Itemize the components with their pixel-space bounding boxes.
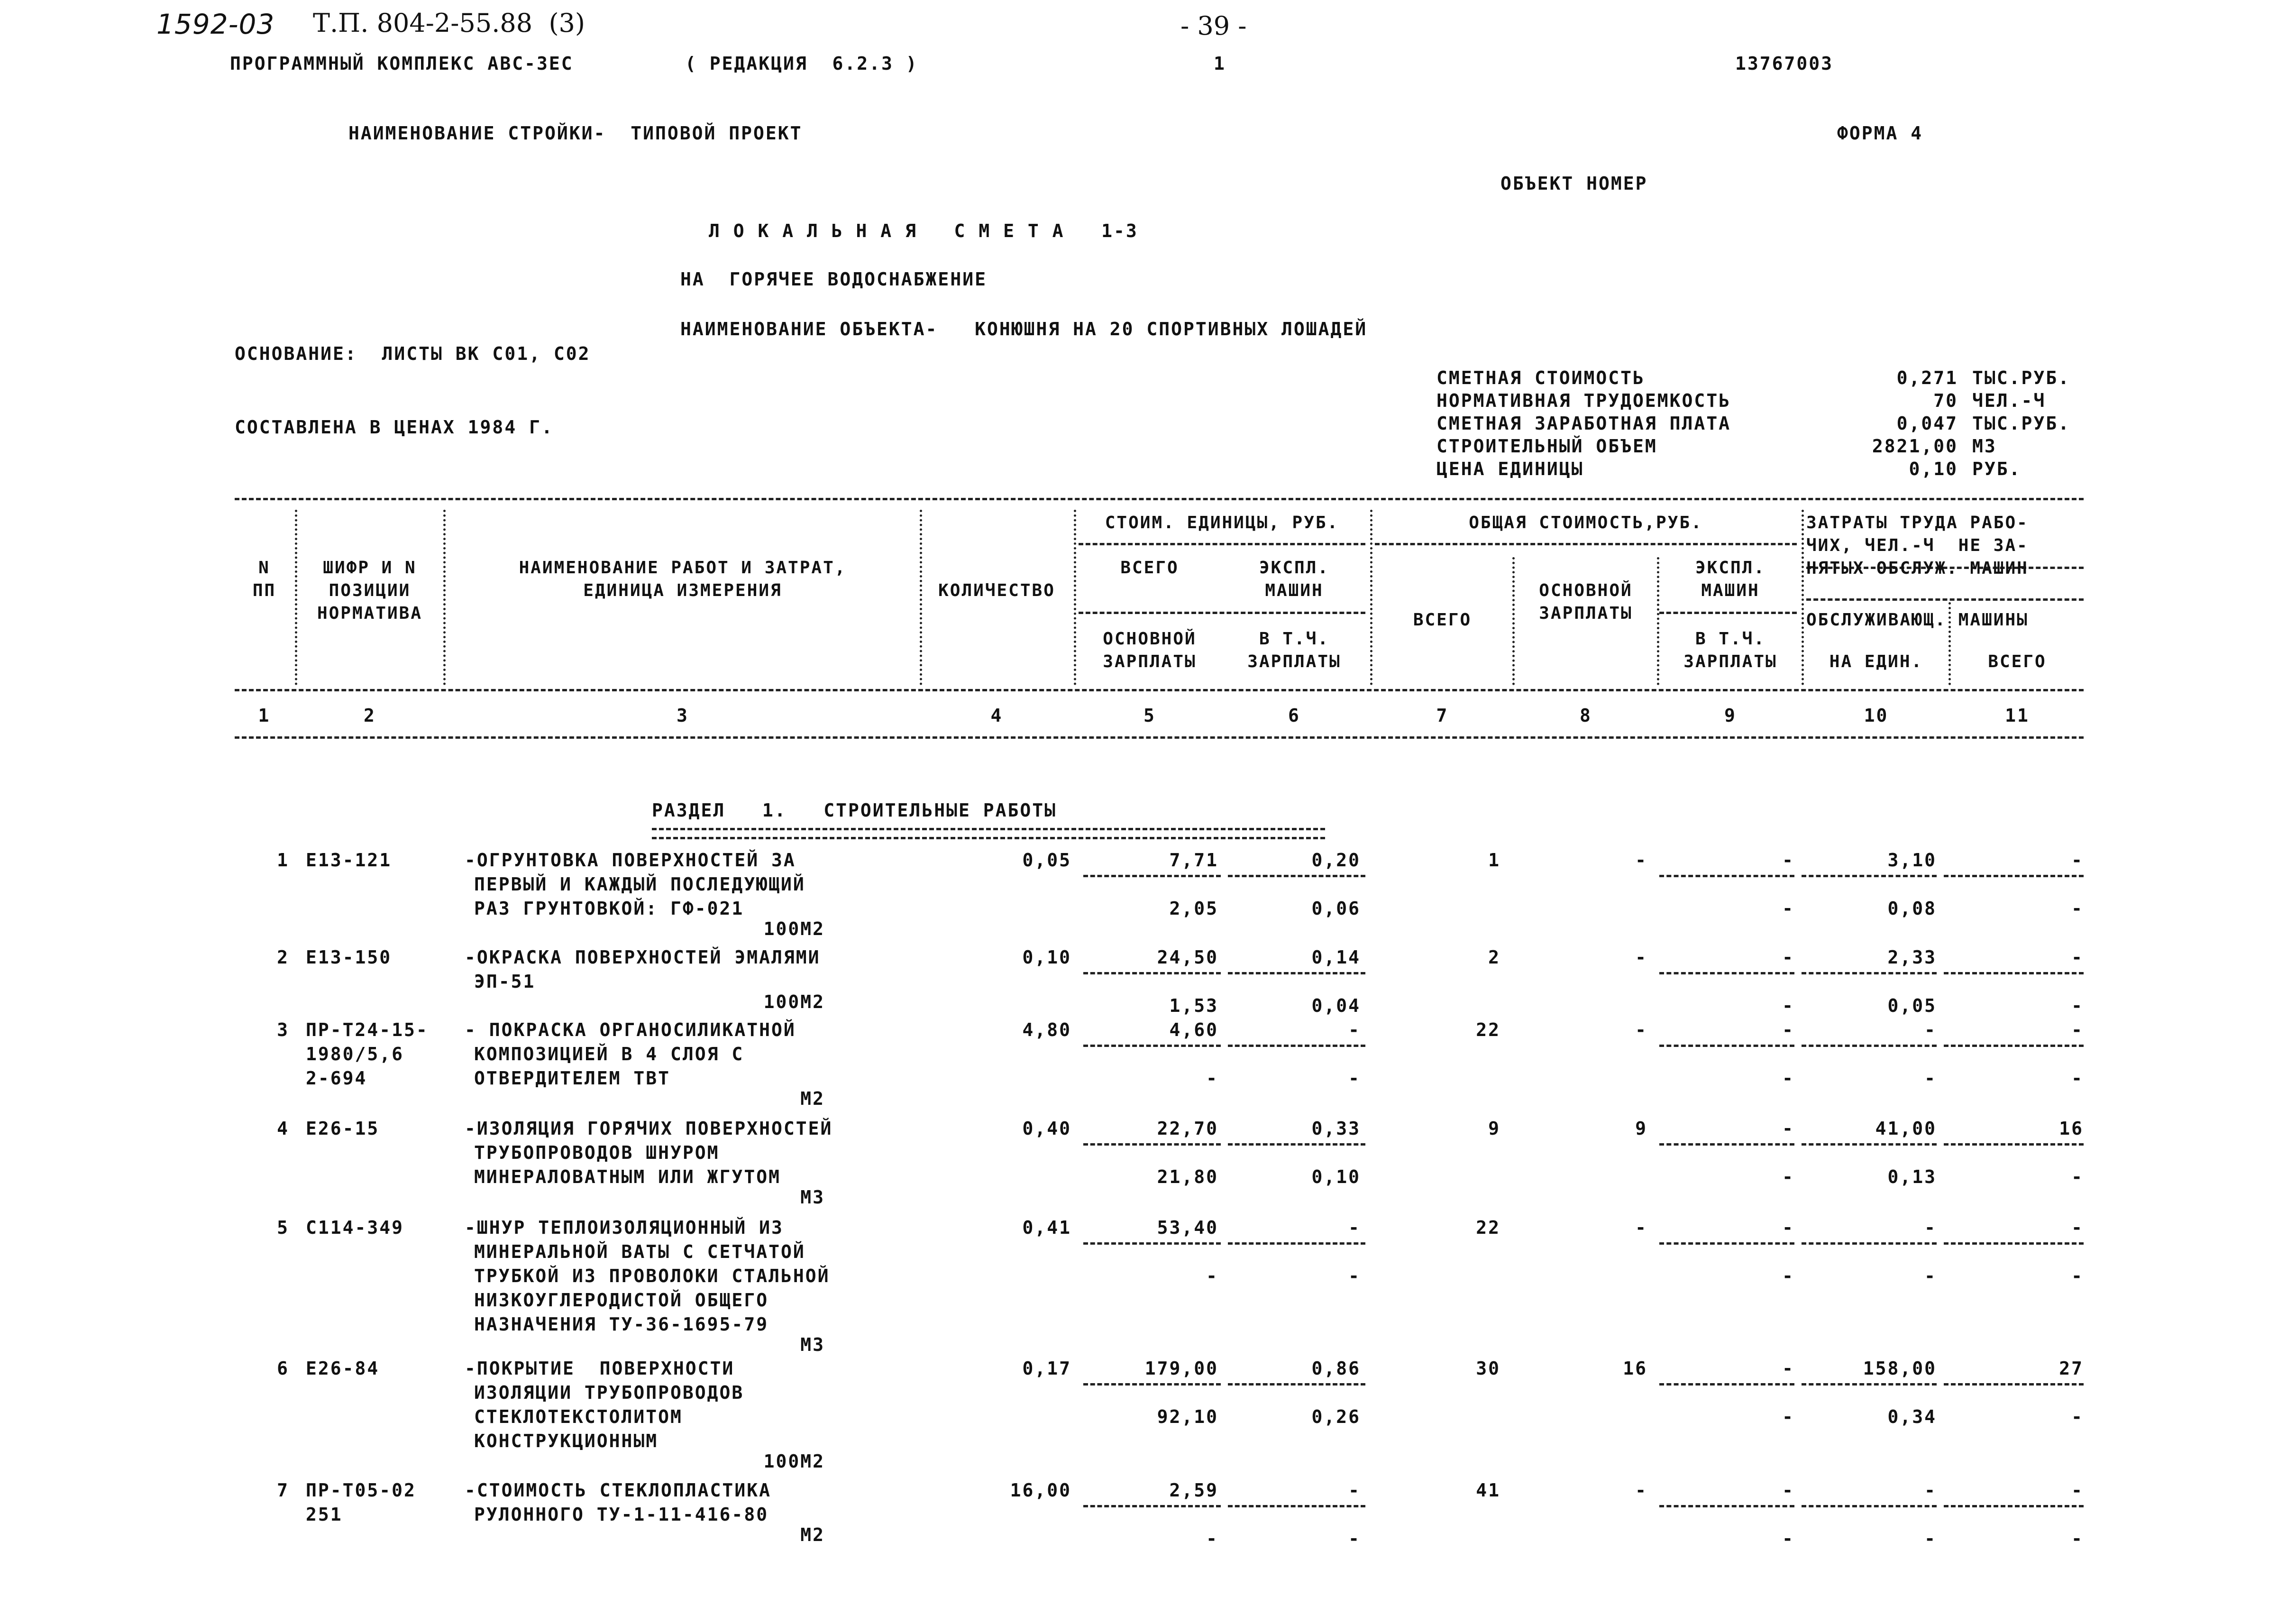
cell-divider (1228, 875, 1365, 877)
row-number: 2 (277, 947, 289, 968)
column-number: 4 (990, 705, 1003, 726)
row-value-bottom: 0,04 (1311, 995, 1361, 1016)
cell-divider (1083, 1045, 1221, 1047)
row-value-top: - (2071, 1480, 2084, 1501)
cell-divider (1083, 1242, 1221, 1245)
column-number: 8 (1580, 705, 1592, 726)
cell-divider (1228, 1505, 1365, 1507)
cell-divider (1802, 1045, 1937, 1047)
total-cost-label: ОБЩАЯ СТОИМОСТЬ,РУБ. (1469, 513, 1703, 532)
row-value-bottom: 0,10 (1311, 1166, 1361, 1187)
row-value-top: - (1348, 1217, 1361, 1238)
column-number-rule (235, 736, 2084, 739)
document-subtitle: НА ГОРЯЧЕЕ ВОДОСНАБЖЕНИЕ (680, 269, 987, 290)
col9-top-label: МАШИН (1701, 581, 1760, 600)
row-value-top: - (2071, 1019, 2084, 1040)
row-value-top: - (1348, 1480, 1361, 1501)
row-value-bottom: - (1348, 1528, 1361, 1549)
summary-value: 0,271 (1896, 367, 1958, 388)
row-value-top: - (1924, 1480, 1937, 1501)
cell-divider (1944, 1242, 2084, 1245)
column-number: 1 (258, 705, 271, 726)
cell-divider (1228, 1045, 1365, 1047)
form-label: ФОРМА 4 (1837, 123, 1923, 144)
row-value-top: - (2071, 850, 2084, 871)
page-number: - 39 - (1180, 11, 1247, 41)
row-value-top: 16 (1623, 1358, 1647, 1379)
row-value-bottom: 21,80 (1157, 1166, 1218, 1187)
row-value-top: - (1782, 1217, 1794, 1238)
price-basis: СОСТАВЛЕНА В ЦЕНАХ 1984 Г. (235, 417, 554, 438)
col-code-label: НОРМАТИВА (317, 604, 423, 623)
cell-divider (1802, 875, 1937, 877)
row-value-bottom: - (1206, 1528, 1218, 1549)
row-unit: 100М2 (763, 1451, 825, 1472)
row-number: 5 (277, 1217, 289, 1238)
row-value-top: - (1782, 1480, 1794, 1501)
edition: ( РЕДАКЦИЯ 6.2.3 ) (685, 53, 918, 74)
row-code: Е13-121 (306, 850, 392, 871)
row-value-bottom: - (2071, 1266, 2084, 1286)
row-quantity: 4,80 (1022, 1019, 1071, 1040)
row-name-line: -СТОИМОСТЬ СТЕКЛОПЛАСТИКА (465, 1480, 771, 1501)
summary-unit: ЧЕЛ.-Ч (1972, 390, 2046, 411)
row-name-line: НИЗКОУГЛЕРОДИСТОЙ ОБЩЕГО (474, 1290, 769, 1311)
cell-divider (1944, 1505, 2084, 1507)
row-value-bottom: - (1348, 1068, 1361, 1089)
row-value-top: - (1635, 1480, 1647, 1501)
row-value-top: - (1348, 1019, 1361, 1040)
row-quantity: 0,17 (1022, 1358, 1071, 1379)
row-value-top: 41,00 (1875, 1118, 1937, 1139)
summary-label: ЦЕНА ЕДИНИЦЫ (1436, 459, 1584, 479)
col-code-label: ШИФР И N (323, 558, 417, 578)
row-name-line: -ШНУР ТЕПЛОИЗОЛЯЦИОННЫЙ ИЗ (465, 1217, 784, 1238)
row-value-bottom: - (1782, 1406, 1794, 1427)
row-code: 1980/5,6 (306, 1044, 404, 1064)
row-name-line: ЭП-51 (474, 971, 536, 992)
row-value-top: 30 (1476, 1358, 1500, 1379)
row-name-line: ПЕРВЫЙ И КАЖДЫЙ ПОСЛЕДУЮЩИЙ (474, 874, 805, 895)
header-bottom-rule (235, 689, 2084, 691)
cell-divider (1659, 1143, 1794, 1146)
row-value-top: 2,59 (1169, 1480, 1218, 1501)
row-value-bottom: - (1924, 1528, 1937, 1549)
header-rule (1079, 612, 1365, 614)
row-code: 2-694 (306, 1068, 367, 1089)
row-name-line: ТРУБКОЙ ИЗ ПРОВОЛОКИ СТАЛЬНОЙ (474, 1266, 830, 1286)
column-number: 7 (1436, 705, 1449, 726)
cell-divider (1083, 972, 1221, 974)
cell-divider (1228, 1242, 1365, 1245)
unit-cost-label: СТОИМ. ЕДИНИЦЫ, РУБ. (1105, 513, 1339, 532)
row-value-bottom: - (1206, 1068, 1218, 1089)
cell-divider (1802, 1143, 1937, 1146)
row-value-top: 24,50 (1157, 947, 1218, 968)
row-value-top: 27 (2059, 1358, 2084, 1379)
col9-top-label: ЭКСПЛ. (1695, 558, 1766, 578)
row-value-bottom: - (2071, 898, 2084, 919)
row-name-line: ИЗОЛЯЦИИ ТРУБОПРОВОДОВ (474, 1382, 744, 1403)
cell-divider (1944, 1045, 2084, 1047)
col-n-label: N (258, 558, 270, 578)
section-underline (652, 828, 1325, 839)
row-value-bottom: - (1782, 898, 1794, 919)
col5-bottom-label: ЗАРПЛАТЫ (1103, 652, 1197, 671)
row-quantity: 0,05 (1022, 850, 1071, 871)
row-value-bottom: - (1782, 1266, 1794, 1286)
labor-label: ЗАТРАТЫ ТРУДА РАБО- (1806, 513, 2029, 532)
document-title: Л О К А Л Ь Н А Я С М Е Т А 1-3 (709, 220, 1138, 241)
row-quantity: 0,10 (1022, 947, 1071, 968)
cell-divider (1083, 875, 1221, 877)
col5-bottom-label: ОСНОВНОЙ (1103, 629, 1197, 649)
row-value-bottom: 0,26 (1311, 1406, 1361, 1427)
row-unit: М3 (800, 1187, 825, 1208)
row-name-line: -ИЗОЛЯЦИЯ ГОРЯЧИХ ПОВЕРХНОСТЕЙ (465, 1118, 833, 1139)
row-value-top: 22,70 (1157, 1118, 1218, 1139)
col6-top-label: МАШИН (1265, 581, 1324, 600)
cell-divider (1083, 1383, 1221, 1385)
row-value-bottom: - (2071, 1166, 2084, 1187)
column-divider (295, 510, 297, 685)
cell-divider (1944, 1143, 2084, 1146)
labor-label: ЧИХ, ЧЕЛ.-Ч НЕ ЗА- (1806, 536, 2029, 555)
construction-name: НАИМЕНОВАНИЕ СТРОЙКИ- ТИПОВОЙ ПРОЕКТ (348, 123, 803, 144)
column-number: 3 (677, 705, 689, 726)
col-code-label: ПОЗИЦИИ (329, 581, 411, 600)
row-value-top: 53,40 (1157, 1217, 1218, 1238)
row-unit: М2 (800, 1524, 825, 1545)
row-value-bottom: 92,10 (1157, 1406, 1218, 1427)
header-rule (1375, 543, 1797, 545)
cell-divider (1083, 1143, 1221, 1146)
row-value-top: 158,00 (1863, 1358, 1937, 1379)
column-divider (1370, 510, 1372, 685)
labor-sub-label: ОБСЛУЖИВАЮЩ. МАШИНЫ (1806, 610, 2029, 630)
row-value-bottom: 2,05 (1169, 898, 1218, 919)
row-name-line: ТРУБОПРОВОДОВ ШНУРОМ (474, 1142, 720, 1163)
column-divider (1074, 510, 1076, 685)
row-value-top: - (1782, 850, 1794, 871)
summary-unit: М3 (1972, 436, 1997, 457)
row-code: Е26-84 (306, 1358, 380, 1379)
row-value-top: 41 (1476, 1480, 1500, 1501)
cell-divider (1228, 972, 1365, 974)
cell-divider (1802, 1242, 1937, 1245)
row-value-bottom: - (1348, 1266, 1361, 1286)
program-name: ПРОГРАММНЫЙ КОМПЛЕКС АВС-3ЕС (230, 53, 574, 74)
basis: ОСНОВАНИЕ: ЛИСТЫ ВК С01, С02 (235, 343, 591, 364)
summary-unit: ТЫС.РУБ. (1972, 413, 2071, 434)
column-number: 11 (2005, 705, 2030, 726)
summary-label: СТРОИТЕЛЬНЫЙ ОБЪЕМ (1436, 436, 1657, 457)
row-name-line: - ПОКРАСКА ОРГАНОСИЛИКАТНОЙ (465, 1019, 796, 1040)
cell-divider (1659, 1045, 1794, 1047)
row-number: 6 (277, 1358, 289, 1379)
row-value-top: 0,20 (1311, 850, 1361, 871)
row-name-line: -ОКРАСКА ПОВЕРХНОСТЕЙ ЭМАЛЯМИ (465, 947, 821, 968)
row-value-top: 0,33 (1311, 1118, 1361, 1139)
object-number: ОБЪЕКТ НОМЕР (1500, 173, 1648, 194)
cell-divider (1659, 972, 1794, 974)
col5-top-label: ВСЕГО (1120, 558, 1179, 578)
row-number: 4 (277, 1118, 289, 1139)
row-value-bottom: - (2071, 995, 2084, 1016)
row-value-bottom: - (1782, 1166, 1794, 1187)
header-rule (1659, 612, 1797, 614)
summary-value: 0,047 (1896, 413, 1958, 434)
row-value-top: - (1635, 1019, 1647, 1040)
row-value-top: - (2071, 947, 2084, 968)
summary-unit: РУБ. (1972, 459, 2022, 479)
col6-bottom-label: В Т.Ч. (1259, 629, 1330, 649)
summary-label: СМЕТНАЯ СТОИМОСТЬ (1436, 367, 1645, 388)
col7-label: ВСЕГО (1413, 610, 1472, 630)
summary-label: НОРМАТИВНАЯ ТРУДОЕМКОСТЬ (1436, 390, 1731, 411)
row-value-top: 1 (1488, 850, 1500, 871)
col-name-label: ЕДИНИЦА ИЗМЕРЕНИЯ (583, 581, 782, 600)
row-value-top: - (1924, 1019, 1937, 1040)
row-name-line: СТЕКЛОТЕКСТОЛИТОМ (474, 1406, 683, 1427)
row-name-line: МИНЕРАЛЬНОЙ ВАТЫ С СЕТЧАТОЙ (474, 1241, 805, 1262)
row-unit: 100М2 (763, 918, 825, 939)
column-number: 10 (1864, 705, 1889, 726)
row-name-line: РАЗ ГРУНТОВКОЙ: ГФ-021 (474, 898, 744, 919)
row-value-top: 22 (1476, 1217, 1500, 1238)
row-value-top: 22 (1476, 1019, 1500, 1040)
row-value-bottom: - (1924, 1266, 1937, 1286)
row-value-top: 2,33 (1887, 947, 1937, 968)
cell-divider (1944, 875, 2084, 877)
object-name: НАИМЕНОВАНИЕ ОБЪЕКТА- КОНЮШНЯ НА 20 СПОРТИВНЫХ ЛОШАДЕЙ (680, 319, 1368, 339)
row-value-top: - (1782, 947, 1794, 968)
row-number: 7 (277, 1480, 289, 1501)
row-code: ПР-Т24-15- (306, 1019, 429, 1040)
summary-value: 0,10 (1909, 459, 1958, 479)
row-name-line: НАЗНАЧЕНИЯ ТУ-36-1695-79 (474, 1314, 769, 1335)
row-quantity: 16,00 (1010, 1480, 1071, 1501)
row-code: Е26-15 (306, 1118, 380, 1139)
header-rule (1079, 543, 1365, 545)
row-number: 1 (277, 850, 289, 871)
cell-divider (1944, 1383, 2084, 1385)
col11-label: ВСЕГО (1988, 652, 2047, 671)
col-qty-label: КОЛИЧЕСТВО (938, 581, 1055, 600)
row-value-top: 4,60 (1169, 1019, 1218, 1040)
column-divider (1802, 510, 1804, 685)
row-code: ПР-Т05-02 (306, 1480, 416, 1501)
summary-value: 70 (1933, 390, 1958, 411)
column-number: 2 (364, 705, 376, 726)
row-value-top: 3,10 (1887, 850, 1937, 871)
cell-divider (1659, 1383, 1794, 1385)
doc-number: 13767003 (1735, 53, 1834, 74)
row-value-top: 7,71 (1169, 850, 1218, 871)
row-value-top: - (1635, 947, 1647, 968)
cell-divider (1659, 1505, 1794, 1507)
cell-divider (1228, 1143, 1365, 1146)
row-value-bottom: - (1206, 1266, 1218, 1286)
row-name-line: КОМПОЗИЦИЕЙ В 4 СЛОЯ С (474, 1044, 744, 1064)
col10-label: НА ЕДИН. (1829, 652, 1923, 671)
labor-label: НЯТЫХ ОБСЛУЖ. МАШИН (1806, 559, 2029, 578)
handwritten-code: 1592-03 (156, 8, 275, 40)
row-value-top: 9 (1488, 1118, 1500, 1139)
header-rule (1806, 598, 2084, 601)
row-value-bottom: 0,13 (1887, 1166, 1937, 1187)
row-value-top: - (1635, 1217, 1647, 1238)
cell-divider (1802, 1383, 1937, 1385)
table-top-rule (235, 498, 2084, 500)
row-name-line: КОНСТРУКЦИОННЫМ (474, 1431, 659, 1451)
row-value-top: - (2071, 1217, 2084, 1238)
col-name-label: НАИМЕНОВАНИЕ РАБОТ И ЗАТРАТ, (519, 558, 847, 578)
row-value-bottom: - (2071, 1068, 2084, 1089)
summary-label: СМЕТНАЯ ЗАРАБОТНАЯ ПЛАТА (1436, 413, 1731, 434)
column-divider (443, 510, 446, 685)
row-value-bottom: - (1782, 995, 1794, 1016)
row-value-top: - (1782, 1118, 1794, 1139)
col6-top-label: ЭКСПЛ. (1259, 558, 1330, 578)
col8-label: ОСНОВНОЙ (1539, 581, 1633, 600)
cell-divider (1802, 1505, 1937, 1507)
cell-divider (1944, 972, 2084, 974)
row-number: 3 (277, 1019, 289, 1040)
row-unit: М2 (800, 1088, 825, 1109)
section-title: РАЗДЕЛ 1. СТРОИТЕЛЬНЫЕ РАБОТЫ (652, 800, 1057, 821)
cell-divider (1083, 1505, 1221, 1507)
cell-divider (1659, 1242, 1794, 1245)
row-name-line: ОТВЕРДИТЕЛЕМ ТВТ (474, 1068, 671, 1089)
summary-value: 2821,00 (1872, 436, 1958, 457)
row-value-bottom: - (1782, 1528, 1794, 1549)
row-value-top: 9 (1635, 1118, 1647, 1139)
row-value-top: 2 (1488, 947, 1500, 968)
row-value-top: 0,14 (1311, 947, 1361, 968)
row-value-bottom: 0,34 (1887, 1406, 1937, 1427)
row-value-bottom: - (2071, 1406, 2084, 1427)
project-code: Т.П. 804-2-55.88 (3) (313, 8, 585, 38)
row-value-top: - (1782, 1019, 1794, 1040)
col8-label: ЗАРПЛАТЫ (1539, 604, 1633, 623)
row-name-line: РУЛОННОГО ТУ-1-11-416-80 (474, 1504, 769, 1525)
row-value-bottom: 0,08 (1887, 898, 1937, 919)
row-value-bottom: - (2071, 1528, 2084, 1549)
row-name-line: МИНЕРАЛОВАТНЫМ ИЛИ ЖГУТОМ (474, 1166, 781, 1187)
row-value-top: - (1924, 1217, 1937, 1238)
row-code: С114-349 (306, 1217, 404, 1238)
cell-divider (1659, 875, 1794, 877)
cell-divider (1802, 972, 1937, 974)
row-value-top: 0,86 (1311, 1358, 1361, 1379)
col9-bottom-label: В Т.Ч. (1695, 629, 1766, 649)
row-name-line: -ОГРУНТОВКА ПОВЕРХНОСТЕЙ ЗА (465, 850, 796, 871)
column-number: 9 (1724, 705, 1737, 726)
row-value-bottom: 1,53 (1169, 995, 1218, 1016)
row-value-bottom: - (1924, 1068, 1937, 1089)
row-code: Е13-150 (306, 947, 392, 968)
row-quantity: 0,41 (1022, 1217, 1071, 1238)
col9-bottom-label: ЗАРПЛАТЫ (1683, 652, 1777, 671)
row-value-bottom: 0,05 (1887, 995, 1937, 1016)
row-value-top: - (1782, 1358, 1794, 1379)
row-unit: М3 (800, 1334, 825, 1355)
row-value-top: - (1635, 850, 1647, 871)
row-quantity: 0,40 (1022, 1118, 1071, 1139)
column-number: 6 (1288, 705, 1300, 726)
row-unit: 100М2 (763, 991, 825, 1012)
row-name-line: -ПОКРЫТИЕ ПОВЕРХНОСТИ (465, 1358, 735, 1379)
row-value-bottom: 0,06 (1311, 898, 1361, 919)
cell-divider (1228, 1383, 1365, 1385)
column-number: 5 (1143, 705, 1156, 726)
col-n-label: ПП (252, 581, 276, 600)
row-value-top: 179,00 (1144, 1358, 1218, 1379)
row-code: 251 (306, 1504, 343, 1525)
row-value-top: 16 (2059, 1118, 2084, 1139)
summary-unit: ТЫС.РУБ. (1972, 367, 2071, 388)
row-value-bottom: - (1782, 1068, 1794, 1089)
col6-bottom-label: ЗАРПЛАТЫ (1247, 652, 1341, 671)
sheet-number: 1 (1214, 53, 1226, 74)
